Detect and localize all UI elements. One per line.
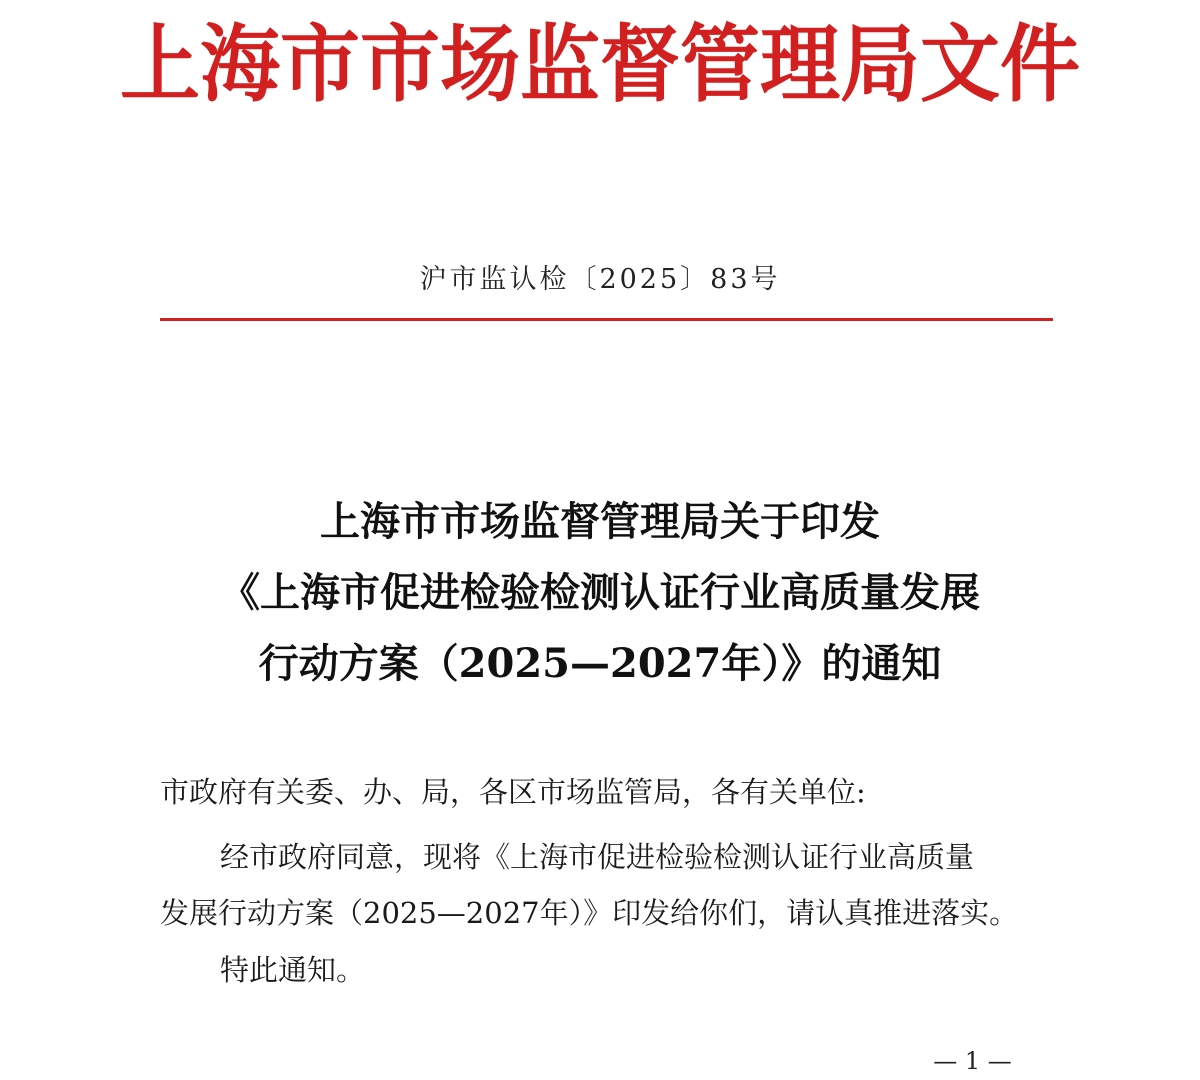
- document-number: 沪市监认检〔2025〕83号: [419, 264, 781, 295]
- title-line-1: 上海市市场监督管理局关于印发: [320, 498, 880, 545]
- page-number: — 1 —: [933, 1047, 1012, 1075]
- body-paragraph: [160, 837, 1060, 933]
- closing-remark: 特此通知。: [220, 953, 366, 987]
- masthead: 上海市市场监督管理局文件: [120, 14, 1080, 114]
- title-line-2: 《上海市促进检验检测认证行业高质量发展: [220, 569, 980, 616]
- salutation: 市政府有关委、办、局，各区市场监管局，各有关单位:: [160, 775, 866, 809]
- red-divider-line: [160, 318, 1053, 321]
- title-line-3: 行动方案（2025—2027年）》的通知: [258, 640, 942, 687]
- document-title: [0, 486, 1200, 699]
- body-paragraph-line-1: 经市政府同意，现将《上海市促进检验检测认证行业高质量: [220, 840, 975, 874]
- body-paragraph-line-2: 发展行动方案（2025—2027年）》印发给你们，请认真推进落实。: [160, 896, 1019, 930]
